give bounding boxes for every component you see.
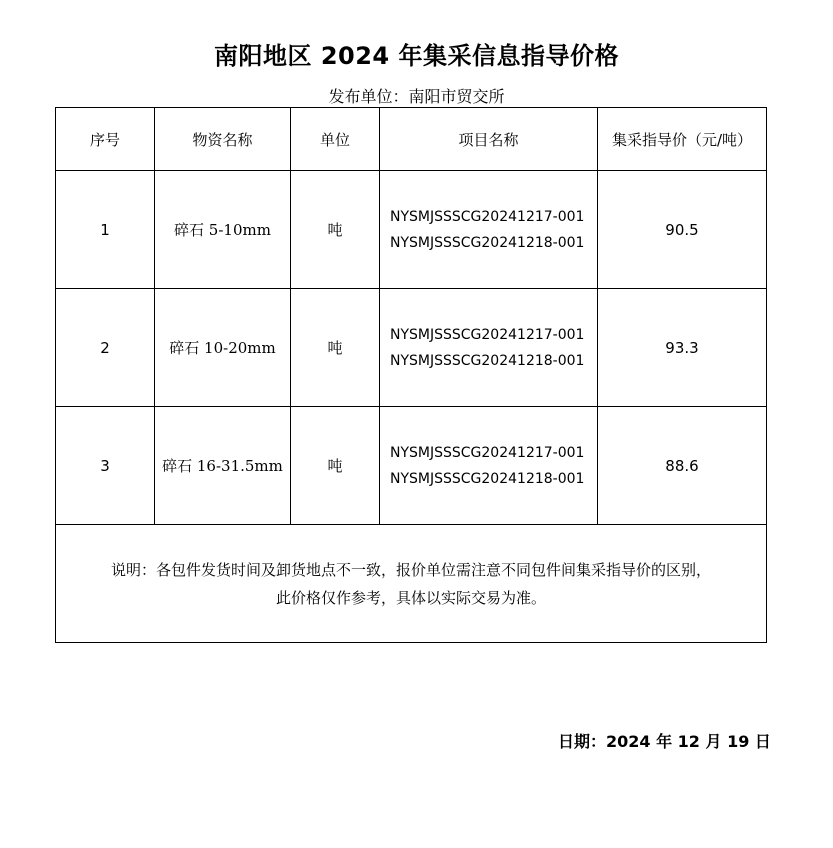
header-project: 项目名称	[380, 108, 598, 171]
publish-date: 日期：2024 年 12 月 19 日	[558, 732, 771, 751]
project-code: NYSMJSSSCG20241217-001	[390, 326, 585, 343]
project-code: NYSMJSSSCG20241218-001	[390, 234, 585, 251]
table-row	[56, 407, 767, 525]
note-row	[56, 525, 767, 643]
row-price: 93.3	[598, 289, 767, 407]
row-index: 3	[56, 407, 155, 525]
row-unit: 吨	[291, 407, 380, 525]
header-index: 序号	[56, 108, 155, 171]
row-projects	[380, 171, 598, 289]
project-code: NYSMJSSSCG20241217-001	[390, 208, 585, 225]
row-price: 88.6	[598, 407, 767, 525]
header-material: 物资名称	[155, 108, 291, 171]
row-projects	[380, 289, 598, 407]
note-line-1: 说明：各包件发货时间及卸货地点不一致，报价单位需注意不同包件间集采指导价的区别，	[110, 560, 711, 579]
table-row	[56, 171, 767, 289]
row-unit: 吨	[291, 171, 380, 289]
note-line-2: 此价格仅作参考，具体以实际交易为准。	[275, 588, 546, 607]
price-table	[55, 107, 767, 643]
row-index: 1	[56, 171, 155, 289]
table-header-row	[56, 108, 767, 171]
publisher-line: 发布单位：南阳市贸交所	[328, 87, 505, 106]
note-cell	[56, 525, 767, 643]
row-material: 碎石 10-20mm	[155, 289, 291, 407]
header-price: 集采指导价（元/吨）	[598, 108, 767, 171]
project-code: NYSMJSSSCG20241218-001	[390, 470, 585, 487]
project-code: NYSMJSSSCG20241218-001	[390, 352, 585, 369]
header-unit: 单位	[291, 108, 380, 171]
row-material: 碎石 5-10mm	[155, 171, 291, 289]
project-code: NYSMJSSSCG20241217-001	[390, 444, 585, 461]
row-material: 碎石 16-31.5mm	[155, 407, 291, 525]
row-price: 90.5	[598, 171, 767, 289]
table-row	[56, 289, 767, 407]
row-projects	[380, 407, 598, 525]
row-index: 2	[56, 289, 155, 407]
document-title: 南阳地区 2024 年集采信息指导价格	[213, 42, 619, 70]
row-unit: 吨	[291, 289, 380, 407]
